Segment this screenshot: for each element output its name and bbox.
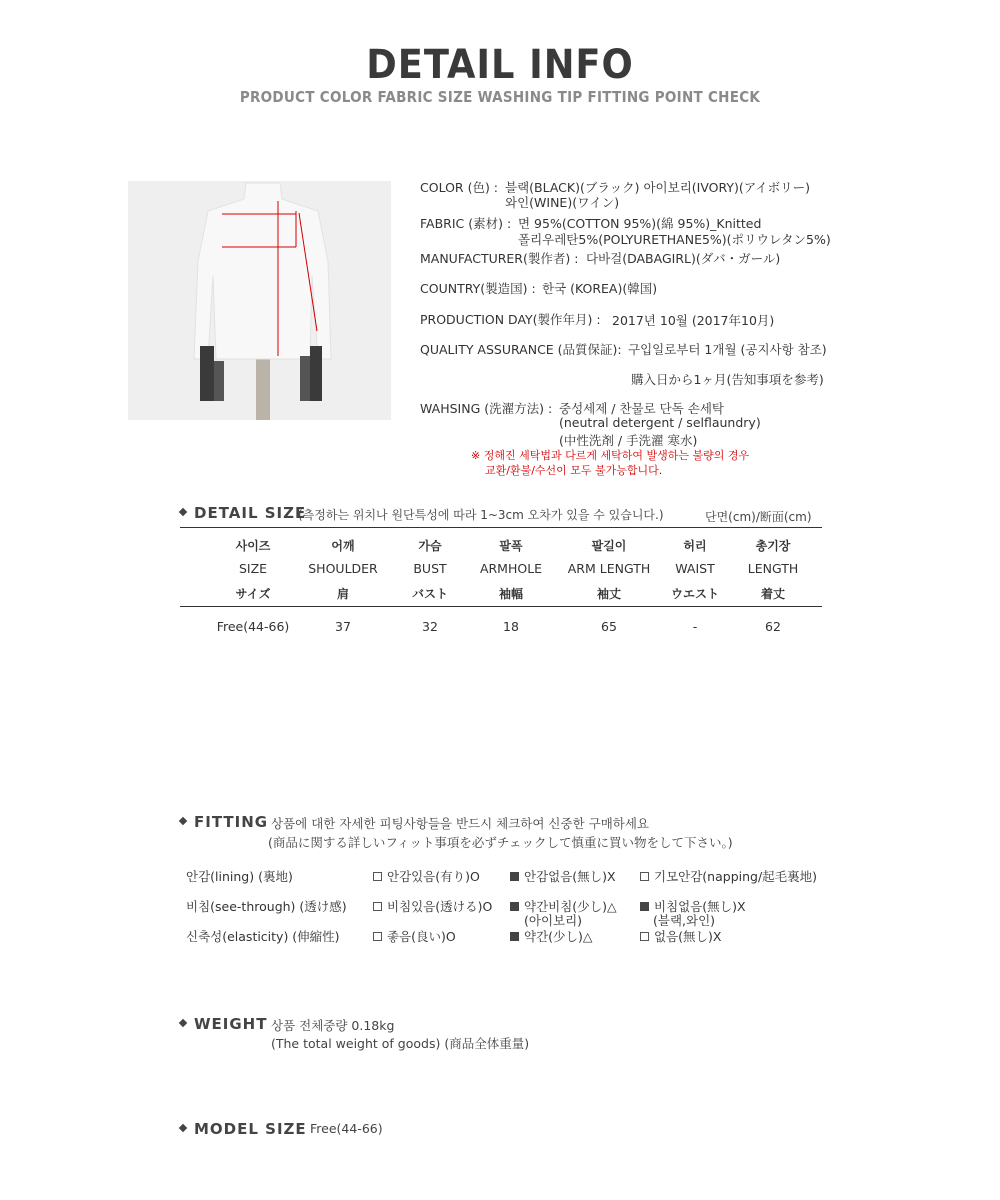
washing-label: WAHSING (洗濯方法) : <box>420 401 553 416</box>
col-bust-ja: バスト <box>411 587 448 601</box>
fitting-option-sub: (아이보리) <box>524 913 583 928</box>
col-shoulder-ja: 肩 <box>336 587 349 601</box>
fitting-row-lining-label: 안감(lining) (裏地) <box>186 869 293 884</box>
col-length-ja: 着丈 <box>760 587 785 601</box>
fitting-option-label: 안감있음(有り)O <box>387 869 480 884</box>
unchecked-box-icon <box>373 932 382 941</box>
fitting-option-label: 약간비침(少し)△ <box>524 899 617 914</box>
diamond-bullet-icon <box>179 816 187 824</box>
fitting-heading-text: FITTING <box>194 813 269 831</box>
col-armhole-en: ARMHOLE <box>479 561 543 576</box>
fitting-option <box>373 867 480 885</box>
washing-warning-1: ※ 정해진 세탁법과 다르게 세탁하여 발생하는 불량의 경우 <box>471 449 750 462</box>
col-bust-en: BUST <box>413 561 447 576</box>
fitting-option-label: 안감없음(無し)X <box>524 869 616 884</box>
col-shoulder-ko: 어깨 <box>331 539 355 553</box>
fitting-option-label: 비침없음(無し)X <box>654 899 746 914</box>
country-label: COUNTRY(製造国) : <box>420 281 536 296</box>
value-length: 62 <box>765 619 781 634</box>
model-size-heading-text: MODEL SIZE <box>194 1120 307 1138</box>
fitting-option-sub: (블랙,와인) <box>653 913 716 928</box>
col-length-en: LENGTH <box>747 561 799 576</box>
sweater-illustration <box>128 181 391 420</box>
weight-line-2: (The total weight of goods) (商品全体重量) <box>271 1036 530 1051</box>
unchecked-box-icon <box>373 872 382 881</box>
product-photo <box>128 181 391 420</box>
col-size-ko: 사이즈 <box>235 539 271 553</box>
diamond-bullet-icon <box>179 1123 187 1131</box>
color-value-1: 블랙(BLACK)(ブラック) 아이보리(IVORY)(アイボリー) <box>505 180 811 195</box>
fitting-option-label: 약간(少し)△ <box>524 929 593 944</box>
col-arm-length-ja: 袖丈 <box>596 587 621 601</box>
value-shoulder: 37 <box>335 619 351 634</box>
checked-box-icon <box>510 932 519 941</box>
detail-size-note: (측정하는 위치나 원단특성에 따라 1~3cm 오차가 있을 수 있습니다.) <box>298 508 664 522</box>
fabric-label: FABRIC (素材) : <box>420 216 512 231</box>
value-waist: - <box>692 619 698 634</box>
quality-value-1: 구입일로부터 1개월 (공지사항 참조) <box>628 342 827 357</box>
col-arm-length-ko: 팔길이 <box>591 539 627 553</box>
fitting-option-label: 좋음(良い)O <box>387 929 456 944</box>
production-value: 2017년 10월 (2017年10月) <box>612 313 775 328</box>
quality-label: QUALITY ASSURANCE (品質保証): <box>420 342 622 357</box>
unchecked-box-icon <box>640 932 649 941</box>
fabric-value-1: 면 95%(COTTON 95%)(綿 95%)_Knitted <box>518 216 762 231</box>
size-table-header-rule <box>180 606 822 607</box>
washing-value-2: (neutral detergent / selflaundry) <box>559 415 761 430</box>
col-arm-length-en: ARM LENGTH <box>567 561 651 576</box>
fitting-option-label: 비침있음(透ける)O <box>387 899 493 914</box>
checked-box-icon <box>510 872 519 881</box>
diamond-bullet-icon <box>179 507 187 515</box>
weight-line-1: 상품 전체중량 0.18kg <box>271 1018 395 1033</box>
value-bust: 32 <box>422 619 438 634</box>
col-shoulder-en: SHOULDER <box>308 561 378 576</box>
col-bust-ko: 가슴 <box>418 539 442 553</box>
col-length-ko: 총기장 <box>755 539 791 553</box>
col-size-en: SIZE <box>238 561 268 576</box>
manufacturer-value: 다바걸(DABAGIRL)(ダバ・ガール) <box>586 251 781 266</box>
checked-box-icon <box>510 902 519 911</box>
washing-value-1: 중성세제 / 찬물로 단독 손세탁 <box>559 401 725 416</box>
fabric-value-2: 폴리우레탄5%(POLYURETHANE5%)(ポリウレタン5%) <box>518 232 831 247</box>
fitting-option <box>510 867 616 885</box>
fitting-option-label: 기모안감(napping/起毛裏地) <box>654 869 818 884</box>
fitting-option <box>640 867 817 885</box>
fitting-option <box>640 927 721 945</box>
fitting-option-label: 없음(無し)X <box>654 929 722 944</box>
color-label: COLOR (色) : <box>420 180 499 195</box>
washing-value-3: (中性洗剤 / 手洗濯 寒水) <box>559 433 698 448</box>
col-waist-ko: 허리 <box>683 539 707 553</box>
fitting-option <box>510 927 593 945</box>
value-arm-length: 65 <box>601 619 617 634</box>
color-value-2: 와인(WINE)(ワイン) <box>505 195 620 210</box>
unchecked-box-icon <box>373 902 382 911</box>
production-label: PRODUCTION DAY(製作年月) : <box>420 312 601 327</box>
detail-size-heading-text: DETAIL SIZE <box>194 504 307 522</box>
detail-size-unit: 단면(cm)/断面(cm) <box>705 510 812 524</box>
col-armhole-ko: 팔폭 <box>499 539 523 553</box>
col-armhole-ja: 袖幅 <box>498 587 523 601</box>
fitting-note-1: 상품에 대한 자세한 피팅사항들을 반드시 체크하여 신중한 구매하세요 <box>271 816 649 831</box>
fitting-heading <box>180 813 268 831</box>
fitting-row-elasticity-label: 신축성(elasticity) (伸縮性) <box>186 929 340 944</box>
value-armhole: 18 <box>503 619 519 634</box>
checked-box-icon <box>640 902 649 911</box>
model-size-value: Free(44-66) <box>310 1121 383 1136</box>
quality-value-2: 購入日から1ヶ月(告知事項を参考) <box>631 372 824 387</box>
col-size-ja: サイズ <box>235 587 271 601</box>
fitting-note-2: (商品に関する詳しいフィット事項を必ずチェックして慎重に買い物をして下さい。) <box>268 835 733 850</box>
weight-heading <box>180 1015 267 1033</box>
fitting-row-see-through-label: 비침(see-through) (透け感) <box>186 899 347 914</box>
col-waist-en: WAIST <box>675 561 715 576</box>
weight-heading-text: WEIGHT <box>194 1015 268 1033</box>
col-waist-ja: ウエスト <box>670 587 719 601</box>
washing-warning-2: 교환/환불/수선이 모두 불가능합니다. <box>485 464 663 477</box>
page-title: DETAIL INFO <box>366 42 634 88</box>
unchecked-box-icon <box>640 872 649 881</box>
page-subtitle: PRODUCT COLOR FABRIC SIZE WASHING TIP FITTING POINT CHECK <box>239 88 761 106</box>
value-size: Free(44-66) <box>216 619 290 634</box>
model-size-heading <box>180 1120 307 1138</box>
detail-size-heading <box>180 504 306 522</box>
fitting-option <box>373 927 456 945</box>
country-value: 한국 (KOREA)(韓国) <box>542 281 658 296</box>
fitting-option <box>373 897 492 915</box>
diamond-bullet-icon <box>179 1018 187 1026</box>
manufacturer-label: MANUFACTURER(製作者) : <box>420 251 579 266</box>
size-table-top-rule <box>180 527 822 528</box>
